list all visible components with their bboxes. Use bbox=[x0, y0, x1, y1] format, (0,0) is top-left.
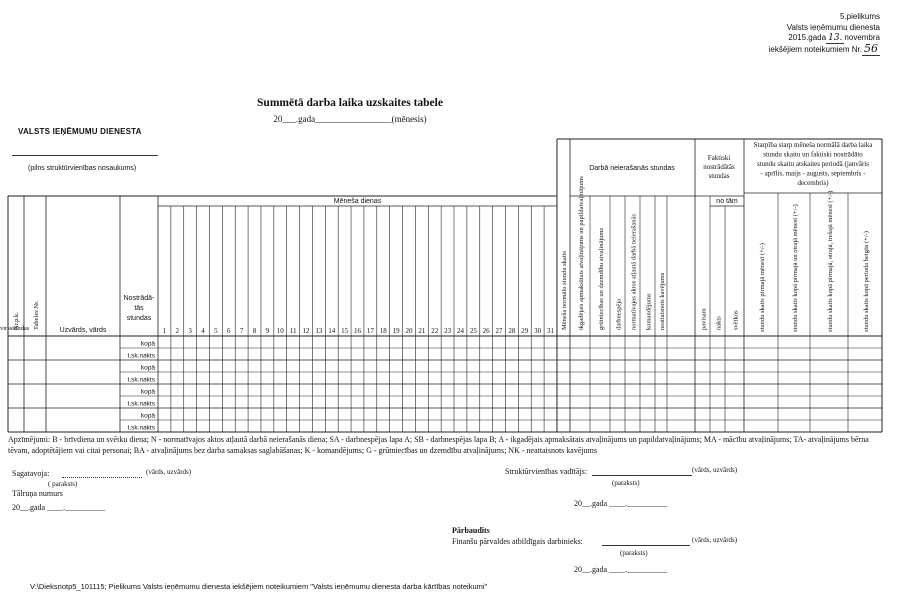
annex-regulation-label: iekšējiem noteikumiem Nr. bbox=[768, 44, 862, 54]
hours-header-line-1: Nostrādā- bbox=[123, 295, 155, 302]
day-number-6: 6 bbox=[227, 327, 231, 335]
day-number-3: 3 bbox=[188, 327, 192, 335]
absence-col-5: komandējums bbox=[645, 293, 653, 330]
day-number-23: 23 bbox=[444, 327, 452, 335]
day-number-30: 30 bbox=[534, 327, 542, 335]
day-number-4: 4 bbox=[201, 327, 205, 335]
day-number-9: 9 bbox=[265, 327, 270, 335]
absence-col-6: neattaisnots kavējums bbox=[659, 272, 666, 330]
prepared-date: 20__.gada ____.__________ bbox=[12, 503, 106, 512]
day-number-14: 14 bbox=[328, 327, 336, 335]
annex-date-month: novembra bbox=[844, 33, 880, 42]
day-number-28: 28 bbox=[508, 327, 516, 335]
phone-label: Tālruņa numurs bbox=[12, 489, 63, 498]
actual-col-1: pavisam bbox=[700, 308, 708, 330]
head-signature-caption: (paraksts) bbox=[612, 479, 640, 487]
day-number-15: 15 bbox=[341, 327, 349, 335]
legend-label: Apzīmējumi: bbox=[8, 435, 51, 444]
actual-col-4: virsstundas bbox=[0, 325, 30, 332]
head-label: Struktūrvienības vadītājs: bbox=[505, 467, 587, 476]
name-header: Uzvārds, vārds bbox=[59, 327, 107, 334]
day-number-22: 22 bbox=[431, 327, 439, 335]
annex-institution: Valsts ieņēmumu dienesta bbox=[786, 22, 880, 32]
prepared-by-name-caption: (vārds, uzvārds) bbox=[146, 468, 192, 476]
absence-group-header: Darbā neierašanās stundas bbox=[589, 165, 675, 172]
diff-col-4: stundu skaits kopā perioda beigās (+/-) bbox=[863, 231, 870, 332]
finance-officer-line bbox=[602, 545, 690, 546]
day-number-16: 16 bbox=[353, 327, 361, 335]
prepared-by-line bbox=[62, 477, 142, 478]
period-line: 20___.gada_________________(mēnesis) bbox=[273, 114, 427, 124]
month-days-header: Mēneša dienas bbox=[333, 198, 382, 205]
head-line bbox=[592, 475, 692, 476]
finance-officer-label: Finanšu pārvaldes atbildīgais darbinieks: bbox=[452, 537, 583, 546]
day-number-17: 17 bbox=[366, 327, 374, 335]
day-number-1: 1 bbox=[162, 327, 167, 335]
prepared-by-label: Sagatavoja: bbox=[12, 469, 50, 478]
normal-hours-header: Mēneša normālo stundu skaits bbox=[560, 251, 568, 330]
annex-number: 5.pielikums bbox=[839, 12, 880, 21]
day-number-21: 21 bbox=[418, 327, 426, 335]
day-number-10: 10 bbox=[276, 327, 284, 335]
day-number-29: 29 bbox=[521, 327, 529, 335]
absence-col-1: ikgadējais apmaksātais atvaļinājums un papildatvaļinājums bbox=[578, 176, 585, 330]
head-date: 20__.gada ____.__________ bbox=[574, 499, 668, 508]
actual-col-3: svētkos bbox=[732, 310, 740, 330]
day-number-8: 8 bbox=[252, 327, 257, 335]
legend-text: B - brīvdiena un svētku diena; N - normatīvajos aktos atļautā darbā neierašanās diena; SA - darbnespējas lapa A; SB - darbnespējas lapa B; A - ikgadējais apmaksātais atvaļinājums un papildatvaļinājums; MA - mācību atvaļinājums; TA- atvaļinājums bērna tēvam, adoptētājiem vai citai personai; BA - atvaļinājums bez darba samaksas saglabāšanas; K - komandējums; G - grūtniecības un dzemdību atvaļinājums; NK - neattaisnots kavējums bbox=[8, 435, 869, 455]
day-number-19: 19 bbox=[392, 327, 400, 335]
hours-header-line-3: stundas bbox=[126, 315, 152, 322]
row-label-3: kopā bbox=[140, 364, 155, 372]
day-number-2: 2 bbox=[175, 327, 180, 335]
prepared-by-signature-caption: ( paraksts) bbox=[48, 480, 78, 488]
head-name-caption: (vārds, uzvārds) bbox=[692, 466, 738, 474]
actual-col-2: nakts bbox=[715, 316, 723, 330]
day-number-26: 26 bbox=[482, 327, 490, 335]
finance-officer-name-caption: (vārds, uzvārds) bbox=[692, 536, 738, 544]
table-number-header: Tabeles Nr. bbox=[33, 300, 40, 330]
annex-regulation-number: 56 bbox=[864, 41, 878, 55]
row-label-6: t.sk.nakts bbox=[127, 400, 155, 408]
actual-group-header: Faktiski nostrādātās stundas bbox=[703, 154, 735, 180]
footer-path: V:\Dieksnotp5_101115; Pielikums Valsts ieņēmumu dienesta iekšējiem noteikumiem "Valsts ieņēmumu dienesta darba kārtības noteikumi" bbox=[30, 582, 488, 591]
nr-header: Nr.p.k. bbox=[13, 312, 20, 330]
row-label-2: t.sk.nakts bbox=[127, 352, 155, 360]
day-number-27: 27 bbox=[495, 327, 503, 335]
organization-name: VALSTS IEŅĒMUMU DIENESTA bbox=[18, 127, 142, 136]
absence-col-3: darbnespēja bbox=[615, 298, 623, 330]
day-number-7: 7 bbox=[239, 327, 244, 335]
finance-officer-date: 20__.gada ____.__________ bbox=[574, 565, 668, 574]
diff-col-1: stundu skaits pirmajā mēnesī (+/-) bbox=[759, 243, 766, 332]
row-label-8: t.sk.nakts bbox=[127, 424, 155, 432]
row-label-7: kopā bbox=[140, 412, 155, 420]
no-tam-label: no tām bbox=[716, 198, 738, 205]
legend bbox=[8, 434, 886, 456]
absence-col-2: grūtniecības un dzemdību atvaļinājums bbox=[598, 228, 605, 330]
organization-caption: (pilns struktūrvienības nosaukums) bbox=[28, 165, 137, 172]
day-number-5: 5 bbox=[214, 327, 218, 335]
day-number-11: 11 bbox=[289, 327, 297, 335]
row-label-4: t.sk.nakts bbox=[127, 376, 155, 384]
day-number-13: 13 bbox=[315, 327, 323, 335]
day-number-24: 24 bbox=[456, 327, 464, 335]
diff-col-2: stundu skaits kopā pirmajā un otrajā mēnesī (+/-) bbox=[792, 204, 799, 332]
day-number-31: 31 bbox=[547, 327, 555, 335]
day-number-20: 20 bbox=[405, 327, 413, 335]
diff-group-header: Starpība starp mēneša normālā darba laika stundu skaitu un faktiski nostrādāto stundu skaitu atskaites periodā (janvāris - aprīlis, maijs - augusts, septembris -decembris) bbox=[753, 141, 873, 187]
day-number-18: 18 bbox=[379, 327, 387, 335]
day-number-12: 12 bbox=[302, 327, 310, 335]
hours-header-line-2: tās bbox=[134, 305, 144, 312]
annex-date-prefix: 2015.gada bbox=[788, 33, 827, 42]
absence-col-4: normatīvajos aktos atļautā darbā neierašanās bbox=[630, 214, 638, 330]
day-number-25: 25 bbox=[469, 327, 477, 335]
annex-date-day: 13. bbox=[828, 33, 843, 43]
diff-col-3: stundu skaits kopā pirmajā, otrajā, trešajā mēnesī (+/-) bbox=[827, 190, 834, 332]
row-label-1: kopā bbox=[140, 340, 155, 348]
finance-officer-signature-caption: (paraksts) bbox=[620, 549, 648, 557]
verified-label: Pārbaudīts bbox=[452, 526, 490, 535]
page-title: Summētā darba laika uzskaites tabele bbox=[257, 97, 443, 109]
row-label-5: kopā bbox=[140, 388, 155, 396]
